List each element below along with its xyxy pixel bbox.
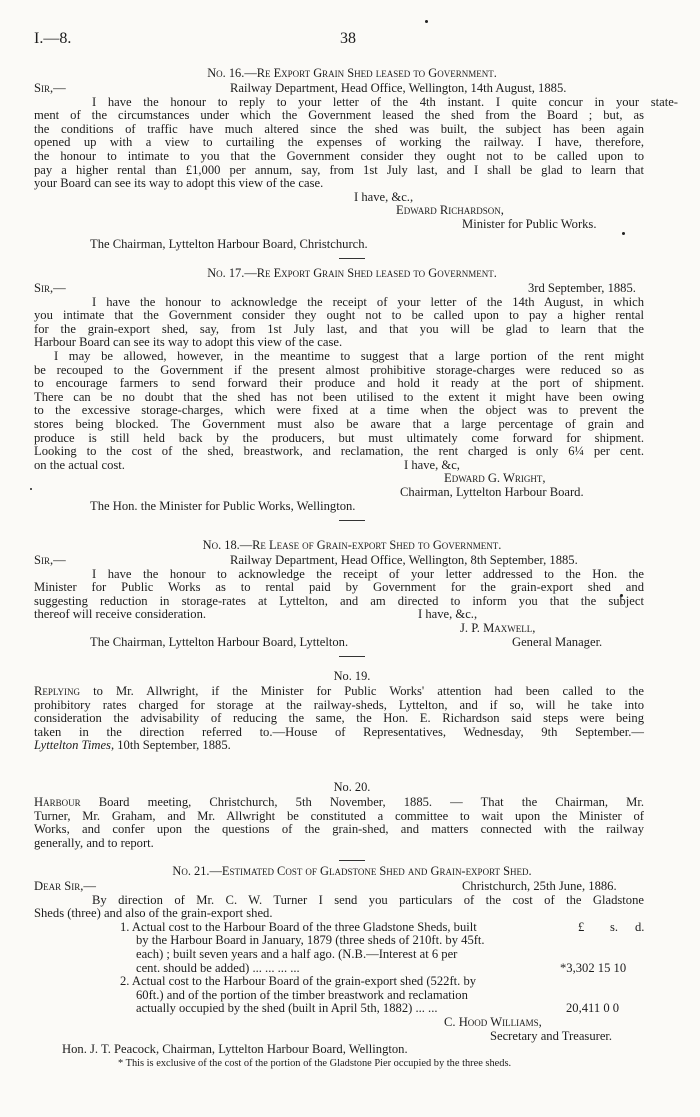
item-title: No. 20.	[333, 780, 371, 794]
body-line: the conditions of traffic have much altered since the shed was built, the subject has been again	[34, 121, 644, 136]
signer-title-line	[60, 1030, 644, 1044]
addressee: Hon. J. T. Peacock, Chairman, Lyttelton Harbour Board, Wellington.	[62, 1042, 408, 1057]
addressee-line	[60, 636, 644, 650]
body-line: There can be no doubt that the shed has not been utilised to the extent it might have been owing	[34, 389, 644, 404]
body-line: I may be allowed, however, in the meantime to suggest that a large portion of the rent might	[54, 348, 644, 363]
signer-line	[60, 1016, 644, 1030]
item-19	[34, 667, 644, 753]
body-line: for the grain-export shed, say, from 1st July last, and that you will be glad to learn that the	[34, 321, 644, 336]
body-line: to encourage farmers to send forward their produce and hold it ready at the port of shipment.	[34, 376, 644, 391]
signer-line	[60, 204, 644, 218]
body-line: pay a higher rental than £1,000 per annum, say, from 1st July last, and I shall be glad to learn that	[34, 162, 644, 177]
body-line: I have the honour to acknowledge the receipt of your letter of the 14th August, in which	[92, 294, 644, 309]
signer-name: Edward G. Wright,	[444, 471, 546, 486]
body-line: Minister for Public Works as to rental paid by Government for the grain-export shed and	[34, 580, 644, 595]
signer-title: Minister for Public Works.	[462, 216, 597, 231]
addressee: The Hon. the Minister for Public Works, Wellington.	[90, 498, 356, 513]
document-reference: I.—8.	[34, 30, 72, 47]
footnote: * This is exclusive of the cost of the portion of the Gladstone Pier occupied by the three sheds.	[118, 1057, 512, 1069]
body-line: taken in the direction referred to.—House of Representatives, Wednesday, 9th September.—	[34, 724, 644, 739]
body-line: to the excessive storage-charges, which were fixed at a time when the object was to prevent the	[34, 403, 644, 418]
signer-title-line	[60, 218, 644, 232]
cost-item-text: by the Harbour Board in January, 1879 (three sheds of 210ft. by 45ft.	[136, 933, 485, 948]
signer-name: J. P. Maxwell,	[460, 620, 536, 635]
cost-item-1	[60, 921, 644, 935]
currency-pounds-header: £	[578, 919, 585, 934]
body-line: you intimate that the Government consider they ought not to be called upon to pay a higher rental	[34, 308, 644, 323]
salutation-line	[34, 880, 644, 894]
signer-name: C. Hood Williams,	[444, 1014, 542, 1029]
salutation: Sir,—	[34, 553, 66, 567]
body-line: ment of the circumstances under which the Government leased the shed from the Board ; but, as	[34, 108, 644, 123]
body-line: Sheds (three) and also of the grain-export shed.	[34, 906, 273, 921]
body-line: the honour to intimate to you that the Government consider they ought not to be called upon to	[34, 148, 644, 163]
addressee-line	[60, 500, 644, 514]
item-title: No. 19.	[333, 669, 371, 683]
salutation: Sir,—	[34, 281, 66, 295]
addressee-line	[60, 238, 644, 252]
closing-line	[34, 608, 644, 622]
closing-text: I have, &c.,	[418, 607, 478, 622]
body-line: suggesting reduction in storage-rates at Lyttelton, and am directed to inform you that the subject	[34, 593, 644, 608]
signer-title: General Manager.	[512, 634, 603, 649]
cost-item-line	[60, 962, 644, 976]
currency-pence-header: d.	[635, 919, 645, 934]
body-line: Harbour Board can see its way to adopt this view of the case.	[34, 335, 343, 350]
section-divider	[339, 656, 365, 657]
lead-word: Replying	[34, 684, 80, 698]
cost-item-text: each) ; built seven years and a half ago. (N.B.—Interest at 6 per	[136, 946, 458, 961]
letter-18	[34, 536, 644, 667]
letter-date: Christchurch, 25th June, 1886.	[462, 879, 617, 893]
body-line	[34, 796, 644, 810]
cost-item-2	[60, 975, 644, 989]
closing-text: I have, &c.,	[354, 189, 414, 204]
salutation-line	[34, 554, 644, 568]
source-date: 10th September, 1885.	[114, 738, 231, 753]
body-line: stores being blocked. The Government must also be aware that a large percentage of grain and	[34, 416, 644, 431]
item-20	[34, 778, 644, 871]
closing-line	[34, 459, 644, 473]
body-line: consideration the advisability of reducing the same, the Hon. E. Richardson said steps were being	[34, 711, 644, 726]
currency-shillings-header: s.	[610, 919, 619, 934]
body-line: Turner, Mr. Graham, and Mr. Allwright be constituted a committee to wait upon the Minister of	[34, 808, 644, 823]
letter-title: No. 16.—Re Export Grain Shed leased to Government.	[207, 66, 497, 80]
salutation: Sir,—	[34, 81, 66, 95]
letter-21	[34, 862, 645, 1070]
addressee: The Chairman, Lyttelton Harbour Board, Christchurch.	[90, 236, 368, 251]
ink-speck	[425, 20, 428, 23]
cost-item-text: actually occupied by the shed (built in April 5th, 1882) ... ...	[136, 1001, 438, 1016]
cost-amount: 20,411 0 0	[566, 1001, 620, 1016]
footnote-line	[60, 1057, 644, 1071]
closing-text: I have, &c,	[404, 457, 460, 472]
body-line: produce is still held back by the producers, but must ultimately come forward for shipment.	[34, 430, 644, 445]
signer-line	[60, 472, 644, 486]
body-text: Board meeting, Christchurch, 5th November, 1885. — That the Chairman, Mr.	[80, 795, 644, 809]
salutation-line	[34, 82, 644, 96]
body-last-line: thereof will receive consideration.	[34, 607, 207, 622]
cost-item-text: 60ft.) and of the portion of the timber breastwork and reclamation	[136, 987, 468, 1002]
place-date: Railway Department, Head Office, Wellington, 8th September, 1885.	[230, 553, 578, 567]
body-line: be recouped to the Government if the present almost prohibitive storage-charges were reduced so as	[34, 362, 644, 377]
body-line	[34, 685, 644, 699]
signer-line	[60, 622, 644, 636]
cost-amount: *3,302 15 10	[560, 960, 627, 975]
body-line: generally, and to report.	[34, 835, 154, 850]
ink-speck	[30, 488, 32, 490]
place-date: Railway Department, Head Office, Wellington, 14th August, 1885.	[230, 81, 567, 95]
page-number: 38	[340, 30, 356, 47]
addressee: The Chairman, Lyttelton Harbour Board, Lyttelton.	[90, 634, 349, 649]
letter-date: 3rd September, 1885.	[528, 281, 636, 295]
body-line: prohibitory rates charged for storage at the railway-sheds, Lyttelton, and if so, will he take into	[34, 697, 644, 712]
cost-item-text: 2. Actual cost to the Harbour Board of the grain-export shed (522ft. by	[120, 974, 477, 989]
salutation-line	[34, 282, 644, 296]
signer-title: Secretary and Treasurer.	[490, 1028, 613, 1043]
body-line: Works, and confer upon the questions of the grain-shed, and matters connected with the railway	[34, 822, 644, 837]
cost-item-line	[60, 989, 644, 1003]
signer-name: Edward Richardson,	[396, 203, 504, 218]
cost-item-text: 1. Actual cost to the Harbour Board of the three Gladstone Sheds, built	[120, 919, 477, 934]
body-line: I have the honour to reply to your letter of the 4th instant. I quite concur in your state-	[92, 94, 678, 109]
body-line: By direction of Mr. C. W. Turner I send you particulars of the cost of the Gladstone	[92, 892, 644, 907]
source-title: Lyttelton Times,	[34, 738, 115, 753]
signer-title: Chairman, Lyttelton Harbour Board.	[400, 484, 584, 499]
letter-16	[34, 64, 678, 269]
lead-word: Harbour	[34, 795, 81, 809]
letter-17	[34, 264, 644, 531]
body-line: your Board can see its way to adopt this view of the case.	[34, 176, 324, 191]
closing	[60, 191, 644, 205]
body-line: I have the honour to acknowledge the receipt of your letter addressed to the Hon. the	[92, 566, 644, 581]
cost-item-line	[60, 1002, 644, 1016]
addressee-line	[60, 1043, 644, 1057]
section-divider	[339, 520, 365, 521]
letter-title: No. 17.—Re Export Grain Shed leased to Government.	[207, 266, 497, 280]
salutation: Dear Sir,—	[34, 879, 96, 893]
body-text: to Mr. Allwright, if the Minister for Public Works' attention had been called to the	[80, 684, 644, 698]
source-line	[34, 739, 644, 753]
cost-item-line	[60, 948, 644, 962]
letter-title: No. 21.—Estimated Cost of Gladstone Shed and Grain-export Shed.	[172, 864, 532, 878]
section-divider	[339, 258, 365, 259]
cost-item-text: cent. should be added) ... ... ... ...	[136, 960, 300, 975]
cost-item-line	[60, 934, 644, 948]
body-line: Looking to the cost of the shed, breastwork, and reclamation, the rent charged is only 6¼ per cent.	[34, 444, 644, 459]
signer-title-line	[60, 486, 644, 500]
body-last-line: on the actual cost.	[34, 457, 125, 472]
letter-title: No. 18.—Re Lease of Grain-export Shed to Government.	[202, 538, 502, 552]
body-line: opened up with a view to curtailing the expenses of working the railway. I have, therefore,	[34, 135, 644, 150]
